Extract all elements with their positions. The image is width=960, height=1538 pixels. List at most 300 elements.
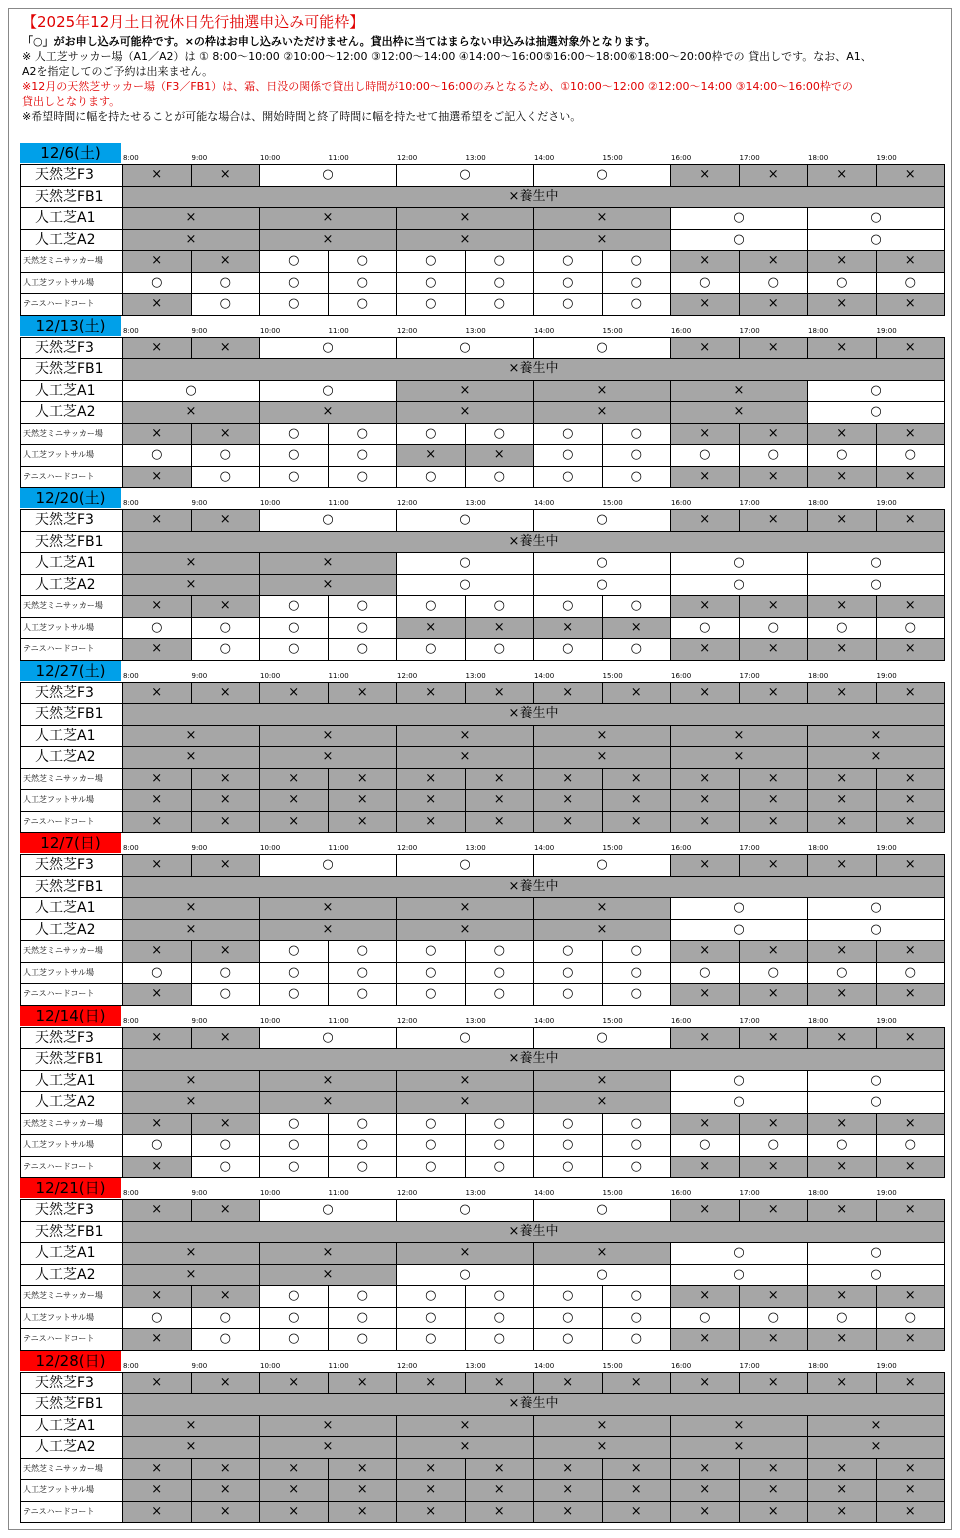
slot-unavailable: × [739,294,808,316]
slot-unavailable: × [739,941,808,963]
slot-available: ○ [534,445,603,467]
slot-available: ○ [534,1307,603,1329]
slot-available: ○ [260,294,329,316]
facility-row [21,423,945,445]
slot-unavailable: × [123,639,192,661]
slot-unavailable: × [534,919,671,941]
slot-unavailable: × [397,229,534,251]
slot-available: ○ [534,423,603,445]
slot-unavailable: × [671,1372,740,1394]
facility-row [21,1372,945,1394]
slot-unavailable: × [123,1501,192,1523]
facility-row [21,229,945,251]
slot-unavailable: × [671,1501,740,1523]
facility-name: テニスハードコート [21,1156,123,1178]
slot-unavailable: × [739,596,808,618]
slot-unavailable: × [739,510,808,532]
time-label: 8:00 [123,1361,139,1370]
time-label: 9:00 [191,499,208,507]
facility-row [21,531,945,553]
slot-available: ○ [328,272,397,294]
slot-available: ○ [260,984,329,1006]
slot-unavailable: × [671,337,740,359]
slot-unavailable: × [739,984,808,1006]
slot-unavailable: × [534,768,603,790]
slot-unavailable: × [123,768,192,790]
facility-row [21,747,945,769]
slot-unavailable: × [671,1200,740,1222]
slot-unavailable: × [123,1372,192,1394]
slot-available: ○ [808,919,945,941]
slot-unavailable: × [397,617,466,639]
slot-unavailable: × [808,1113,877,1135]
slot-available: ○ [808,402,945,424]
slot-available: ○ [534,855,671,877]
slot-unavailable: × [397,445,466,467]
slot-unavailable: × [123,574,260,596]
slot-available: ○ [534,984,603,1006]
availability-table [20,1199,945,1351]
slot-unavailable: × [739,1113,808,1135]
time-label: 17:00 [739,1016,760,1025]
date-label: 12/7(日) [20,833,121,853]
slot-unavailable: × [123,1415,260,1437]
slot-unavailable: × [397,811,466,833]
slot-unavailable: × [191,1480,260,1502]
slot-available: ○ [328,1307,397,1329]
slot-available: ○ [602,596,671,618]
slot-unavailable: × [808,747,945,769]
facility-row [21,272,945,294]
slot-available: ○ [260,337,397,359]
slot-unavailable: × [260,768,329,790]
slot-available: ○ [534,553,671,575]
slot-unavailable: × [808,1156,877,1178]
slot-unavailable: × [671,423,740,445]
facility-row [21,1221,945,1243]
slot-unavailable: × [123,1156,192,1178]
slot-unavailable: × [465,1458,534,1480]
time-label: 10:00 [260,671,281,680]
slot-available: ○ [534,251,603,273]
slot-unavailable: × [808,725,945,747]
time-label: 12:00 [397,154,418,162]
facility-name: テニスハードコート [21,1329,123,1351]
slot-available: ○ [397,1113,466,1135]
slot-available: ○ [671,919,808,941]
slot-unavailable: × [534,1437,671,1459]
slot-unavailable: × [191,1200,260,1222]
slot-unavailable: × [465,445,534,467]
time-label: 16:00 [671,1189,692,1197]
slot-available: ○ [260,423,329,445]
slot-available: ○ [260,639,329,661]
slot-available: ○ [465,962,534,984]
slot-unavailable: × [397,380,534,402]
slot-unavailable: × [534,682,603,704]
slot-unavailable: × [260,1264,397,1286]
slot-unavailable: × [671,941,740,963]
time-label: 19:00 [876,844,897,852]
availability-table [20,682,945,834]
note-line: ※希望時間に幅を持たせることが可能な場合は、開始時間と終了時間に幅を持たせて抽選希望をご記入ください。 [22,110,582,123]
slot-unavailable: × [260,747,397,769]
slot-available: ○ [739,1307,808,1329]
facility-row [21,704,945,726]
facility-row [21,941,945,963]
slot-available: ○ [465,466,534,488]
facility-name: 天然芝ミニサッカー場 [21,251,123,273]
slot-unavailable: × [123,466,192,488]
slot-available: ○ [397,941,466,963]
slot-unavailable: × [397,1070,534,1092]
slot-unavailable: × [260,208,397,230]
slot-available: ○ [260,445,329,467]
slot-unavailable: × [739,790,808,812]
time-label: 11:00 [328,499,349,507]
slot-available: ○ [876,617,945,639]
day-header [20,1006,944,1027]
slot-available: ○ [397,596,466,618]
facility-row [21,811,945,833]
facility-name: 天然芝F3 [21,1027,123,1049]
slot-available: ○ [808,553,945,575]
slot-unavailable: × [808,1329,877,1351]
slot-unavailable: × [191,941,260,963]
slot-unavailable: × [123,855,192,877]
slot-unavailable: × [671,294,740,316]
slot-unavailable: × [671,1156,740,1178]
time-label: 11:00 [328,154,349,162]
slot-unavailable: × [808,941,877,963]
slot-available: ○ [397,294,466,316]
slot-unavailable: × [191,790,260,812]
slot-unavailable: × [808,811,877,833]
time-label: 10:00 [260,499,281,507]
slot-unavailable: × [123,510,192,532]
slot-unavailable: × [123,919,260,941]
slot-unavailable: × [397,208,534,230]
facility-row [21,1458,945,1480]
slot-available: ○ [602,941,671,963]
time-label: 19:00 [876,1361,897,1370]
slot-unavailable: × [397,1372,466,1394]
time-label: 8:00 [123,1016,139,1025]
slot-available: ○ [671,445,740,467]
time-label: 16:00 [671,499,692,507]
slot-unavailable: × [671,251,740,273]
time-label: 18:00 [808,1016,829,1025]
facility-row [21,725,945,747]
facility-row [21,855,945,877]
time-label: 19:00 [876,1189,897,1197]
slot-unavailable: ×養生中 [123,359,945,381]
slot-unavailable: × [123,1437,260,1459]
slot-available: ○ [671,1070,808,1092]
facility-name: 人工芝A1 [21,1070,123,1092]
time-label: 10:00 [260,326,281,335]
time-label: 8:00 [123,326,139,335]
time-label: 18:00 [808,499,829,507]
slot-unavailable: × [671,790,740,812]
slot-unavailable: × [876,294,945,316]
slot-unavailable: × [534,790,603,812]
time-label: 14:00 [534,154,555,162]
slot-available: ○ [260,1307,329,1329]
slot-unavailable: × [671,768,740,790]
slot-available: ○ [260,380,397,402]
slot-unavailable: × [397,790,466,812]
slot-unavailable: × [808,466,877,488]
facility-row [21,359,945,381]
day-block [20,1178,944,1351]
slot-unavailable: × [260,919,397,941]
slot-unavailable: × [260,725,397,747]
slot-unavailable: × [739,682,808,704]
slot-available: ○ [328,639,397,661]
facility-row [21,617,945,639]
facility-name: 天然芝F3 [21,682,123,704]
slot-available: ○ [602,445,671,467]
time-label: 17:00 [739,844,760,852]
slot-available: ○ [465,1286,534,1308]
slot-available: ○ [191,639,260,661]
facility-row [21,790,945,812]
date-label: 12/20(土) [20,488,121,508]
slot-unavailable: × [876,1329,945,1351]
slot-available: ○ [191,1307,260,1329]
facility-row [21,1200,945,1222]
slot-unavailable: × [808,790,877,812]
facility-name: 人工芝A2 [21,1264,123,1286]
slot-available: ○ [260,1329,329,1351]
slot-unavailable: × [397,1501,466,1523]
slot-available: ○ [328,1135,397,1157]
slot-available: ○ [602,251,671,273]
time-label: 17:00 [739,671,760,680]
slot-unavailable: × [739,1372,808,1394]
slot-unavailable: × [534,725,671,747]
notes-section [22,10,942,124]
slot-available: ○ [465,941,534,963]
time-label: 12:00 [397,1016,418,1025]
slot-unavailable: × [260,1092,397,1114]
facility-row [21,768,945,790]
facility-name: 人工芝フットサル場 [21,617,123,639]
slot-unavailable: × [808,1458,877,1480]
time-label: 16:00 [671,671,692,680]
slot-unavailable: × [876,855,945,877]
slot-unavailable: × [808,1437,945,1459]
slot-available: ○ [534,1135,603,1157]
slot-unavailable: × [739,1027,808,1049]
slot-available: ○ [534,1200,671,1222]
facility-row [21,639,945,661]
facility-row [21,876,945,898]
slot-unavailable: × [808,1372,877,1394]
facility-name: 人工芝A2 [21,229,123,251]
slot-unavailable: × [534,229,671,251]
slot-unavailable: × [191,1286,260,1308]
slot-available: ○ [534,1156,603,1178]
slot-unavailable: × [328,1372,397,1394]
facility-row [21,380,945,402]
time-label: 17:00 [739,499,760,507]
facility-name: 天然芝FB1 [21,1221,123,1243]
slot-unavailable: × [808,165,877,187]
time-label: 18:00 [808,844,829,852]
slot-unavailable: × [602,1458,671,1480]
slot-available: ○ [534,165,671,187]
slot-available: ○ [397,962,466,984]
page-title: 【2025年12月土日祝休日先行抽選申込み可能枠】 [22,13,365,31]
slot-available: ○ [191,617,260,639]
facility-name: テニスハードコート [21,294,123,316]
slot-unavailable: × [808,294,877,316]
time-label: 14:00 [534,1016,555,1025]
day-header [20,833,944,854]
slot-unavailable: × [328,1501,397,1523]
slot-available: ○ [876,1307,945,1329]
slot-available: ○ [465,1307,534,1329]
slot-available: ○ [465,1113,534,1135]
slot-unavailable: × [260,1415,397,1437]
time-label: 13:00 [465,326,486,335]
slot-unavailable: × [465,1372,534,1394]
slot-unavailable: × [123,682,192,704]
slot-available: ○ [465,1135,534,1157]
time-label: 9:00 [191,154,208,162]
time-label: 9:00 [191,326,208,335]
slot-unavailable: × [123,1458,192,1480]
slot-available: ○ [397,165,534,187]
facility-name: 人工芝フットサル場 [21,962,123,984]
slot-unavailable: × [123,1113,192,1135]
slot-unavailable: × [465,790,534,812]
slot-unavailable: × [671,402,808,424]
facility-row [21,165,945,187]
slot-unavailable: × [465,1501,534,1523]
slot-unavailable: × [260,1372,329,1394]
slot-unavailable: × [397,768,466,790]
slot-available: ○ [260,1286,329,1308]
day-block [20,143,944,316]
time-label: 18:00 [808,671,829,680]
facility-row [21,1415,945,1437]
slot-available: ○ [671,898,808,920]
slot-unavailable: × [123,553,260,575]
slot-unavailable: × [191,337,260,359]
facility-row [21,251,945,273]
slot-available: ○ [671,553,808,575]
time-label: 14:00 [534,844,555,852]
slot-unavailable: × [123,1329,192,1351]
facility-name: 天然芝ミニサッカー場 [21,768,123,790]
slot-available: ○ [465,423,534,445]
time-label: 16:00 [671,1361,692,1370]
time-label: 12:00 [397,1361,418,1370]
facility-name: 天然芝F3 [21,337,123,359]
slot-unavailable: × [739,251,808,273]
slot-unavailable: × [671,747,808,769]
slot-unavailable: × [876,1372,945,1394]
slot-unavailable: × [739,423,808,445]
slot-unavailable: × [534,1501,603,1523]
slot-available: ○ [602,962,671,984]
slot-available: ○ [808,445,877,467]
slot-unavailable: × [671,466,740,488]
time-label: 15:00 [602,154,623,162]
date-label: 12/13(土) [20,316,121,336]
time-label: 11:00 [328,671,349,680]
slot-unavailable: × [191,1027,260,1049]
slot-unavailable: × [602,790,671,812]
day-header [20,316,944,337]
slot-available: ○ [260,165,397,187]
time-label: 9:00 [191,844,208,852]
slot-unavailable: ×養生中 [123,1049,945,1071]
slot-unavailable: × [123,790,192,812]
slot-unavailable: × [191,768,260,790]
slot-available: ○ [808,574,945,596]
facility-row [21,186,945,208]
time-label: 11:00 [328,844,349,852]
slot-available: ○ [328,423,397,445]
facility-name: 天然芝F3 [21,1372,123,1394]
slot-unavailable: × [671,984,740,1006]
slot-unavailable: × [123,1092,260,1114]
slot-available: ○ [534,596,603,618]
facility-name: 天然芝F3 [21,510,123,532]
time-label: 10:00 [260,1189,281,1197]
slot-available: ○ [534,294,603,316]
slot-unavailable: × [808,639,877,661]
slot-available: ○ [123,617,192,639]
facility-name: 天然芝FB1 [21,876,123,898]
note-line: 貸出しとなります。 [22,95,121,108]
slot-unavailable: × [876,1200,945,1222]
facility-row [21,1437,945,1459]
facility-row [21,898,945,920]
time-label: 17:00 [739,326,760,335]
slot-unavailable: × [397,898,534,920]
slot-available: ○ [397,1264,534,1286]
slot-unavailable: × [739,811,808,833]
slot-unavailable: × [808,1480,877,1502]
facility-name: 天然芝FB1 [21,704,123,726]
slot-available: ○ [191,272,260,294]
slot-unavailable: × [260,1243,397,1265]
slot-unavailable: × [671,639,740,661]
slot-available: ○ [260,1156,329,1178]
slot-available: ○ [260,1200,397,1222]
slot-unavailable: × [602,682,671,704]
slot-unavailable: × [260,1501,329,1523]
slot-available: ○ [328,251,397,273]
slot-available: ○ [602,466,671,488]
time-label: 14:00 [534,326,555,335]
slot-available: ○ [260,1027,397,1049]
slot-available: ○ [397,466,466,488]
slot-available: ○ [671,1243,808,1265]
slot-available: ○ [191,1135,260,1157]
facility-row [21,962,945,984]
slot-unavailable: × [876,251,945,273]
slot-available: ○ [465,1156,534,1178]
slot-available: ○ [602,1307,671,1329]
time-label: 9:00 [191,1361,208,1370]
slot-unavailable: × [534,402,671,424]
